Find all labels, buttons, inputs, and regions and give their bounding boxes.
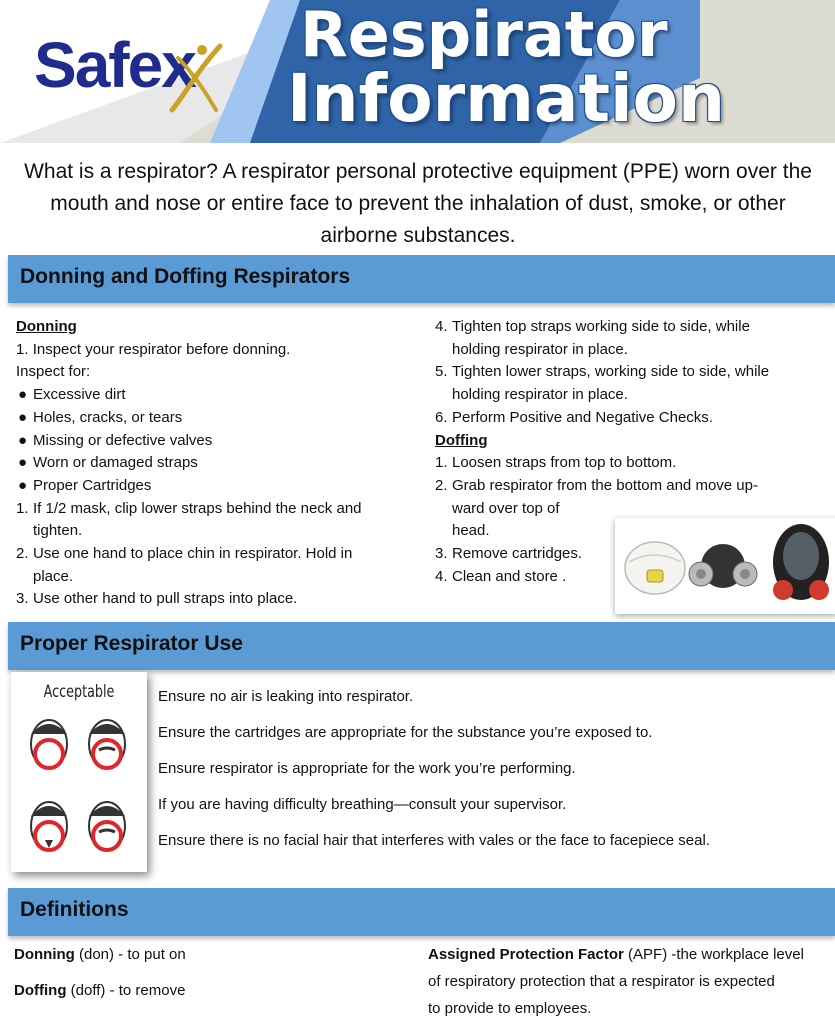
- section-bar-proper-use: [8, 622, 835, 670]
- proper-use-item: If you are having difficulty breathing—consult your supervisor.: [158, 796, 567, 813]
- respirators-illustration: [615, 518, 835, 614]
- intro-paragraph: What is a respirator? A respirator personal protective equipment (PPE) worn over the mouth and nose or entire face to prevent the inhalation of dust, smoke, or other airborne substances.: [24, 160, 812, 247]
- doffing-step: 1. Loosen straps from top to bottom.: [435, 454, 677, 472]
- doffing-step: 3. Remove cartridges.: [435, 545, 583, 563]
- doffing-heading: Doffing: [435, 431, 488, 449]
- logo-text: Safex: [34, 29, 195, 101]
- proper-use-list: [158, 686, 828, 866]
- definition-donning: Donning (don) - to put on: [14, 946, 186, 963]
- donning-step: 6. Perform Positive and Negative Checks.: [435, 408, 713, 426]
- face-icon: [31, 720, 67, 768]
- title-line-1: Respirator: [300, 0, 668, 71]
- section-bar-definitions: [8, 888, 835, 936]
- respirator-product-photo: [615, 518, 835, 614]
- face-icon: [89, 802, 125, 850]
- definition-apf: Assigned Protection Factor (APF) -the workplace level of respiratory protection that a respirator is expected to provide to employees.: [428, 946, 804, 1017]
- donning-step: 4. Tighten top straps working side to side, while holding respirator in place.: [435, 318, 750, 358]
- faces-illustration: [19, 708, 139, 868]
- donning-step-inspect: 1. Inspect your respirator before donning.: [16, 340, 291, 358]
- proper-use-item: Ensure respirator is appropriate for the work you’re performing.: [158, 760, 576, 777]
- section-title: Donning and Doffing Respirators: [20, 265, 351, 288]
- section-title: Proper Respirator Use: [20, 632, 243, 655]
- definitions-left: [14, 941, 404, 1004]
- donning-step: 1. If 1/2 mask, clip lower straps behind the neck and tighten.: [16, 499, 362, 540]
- inspect-label: Inspect for:: [16, 363, 91, 381]
- donning-step: 3. Use other hand to pull straps into place.: [16, 590, 298, 608]
- inspect-item: ● Holes, cracks, or tears: [18, 408, 183, 426]
- proper-use-item: Ensure no air is leaking into respirator.: [158, 688, 414, 705]
- section-bar-donning-doffing: [8, 255, 835, 303]
- definition-doffing: Doffing (doff) - to remove: [14, 982, 186, 999]
- title-line-2: Information: [287, 60, 725, 137]
- logo-figure-icon: [168, 40, 228, 116]
- face-icon: [89, 720, 125, 768]
- section-title: Definitions: [20, 898, 129, 921]
- donning-heading: Donning: [16, 318, 77, 335]
- acceptable-facial-hair-card: [11, 672, 147, 872]
- header-banner: [0, 0, 835, 143]
- inspect-item: ● Missing or defective valves: [18, 431, 213, 449]
- donning-column: [16, 316, 416, 611]
- donning-step: 2. Use one hand to place chin in respirator. Hold in place.: [16, 545, 353, 585]
- doffing-step: 2. Grab respirator from the bottom and move up- ward over top of head.: [435, 476, 758, 540]
- inspect-item: ● Proper Cartridges: [18, 476, 152, 494]
- inspect-item: ● Excessive dirt: [18, 386, 126, 404]
- donning-step: 5. Tighten lower straps, working side to side, while holding respirator in place.: [435, 363, 770, 404]
- acceptable-label: Acceptable: [43, 682, 115, 702]
- doffing-step: 4. Clean and store .: [435, 567, 567, 585]
- inspect-item: ● Worn or damaged straps: [18, 454, 198, 472]
- proper-use-item: Ensure there is no facial hair that interferes with vales or the face to facepiece seal.: [158, 832, 710, 849]
- face-icon: [31, 802, 67, 850]
- proper-use-item: Ensure the cartridges are appropriate for the substance you’re exposed to.: [158, 724, 653, 741]
